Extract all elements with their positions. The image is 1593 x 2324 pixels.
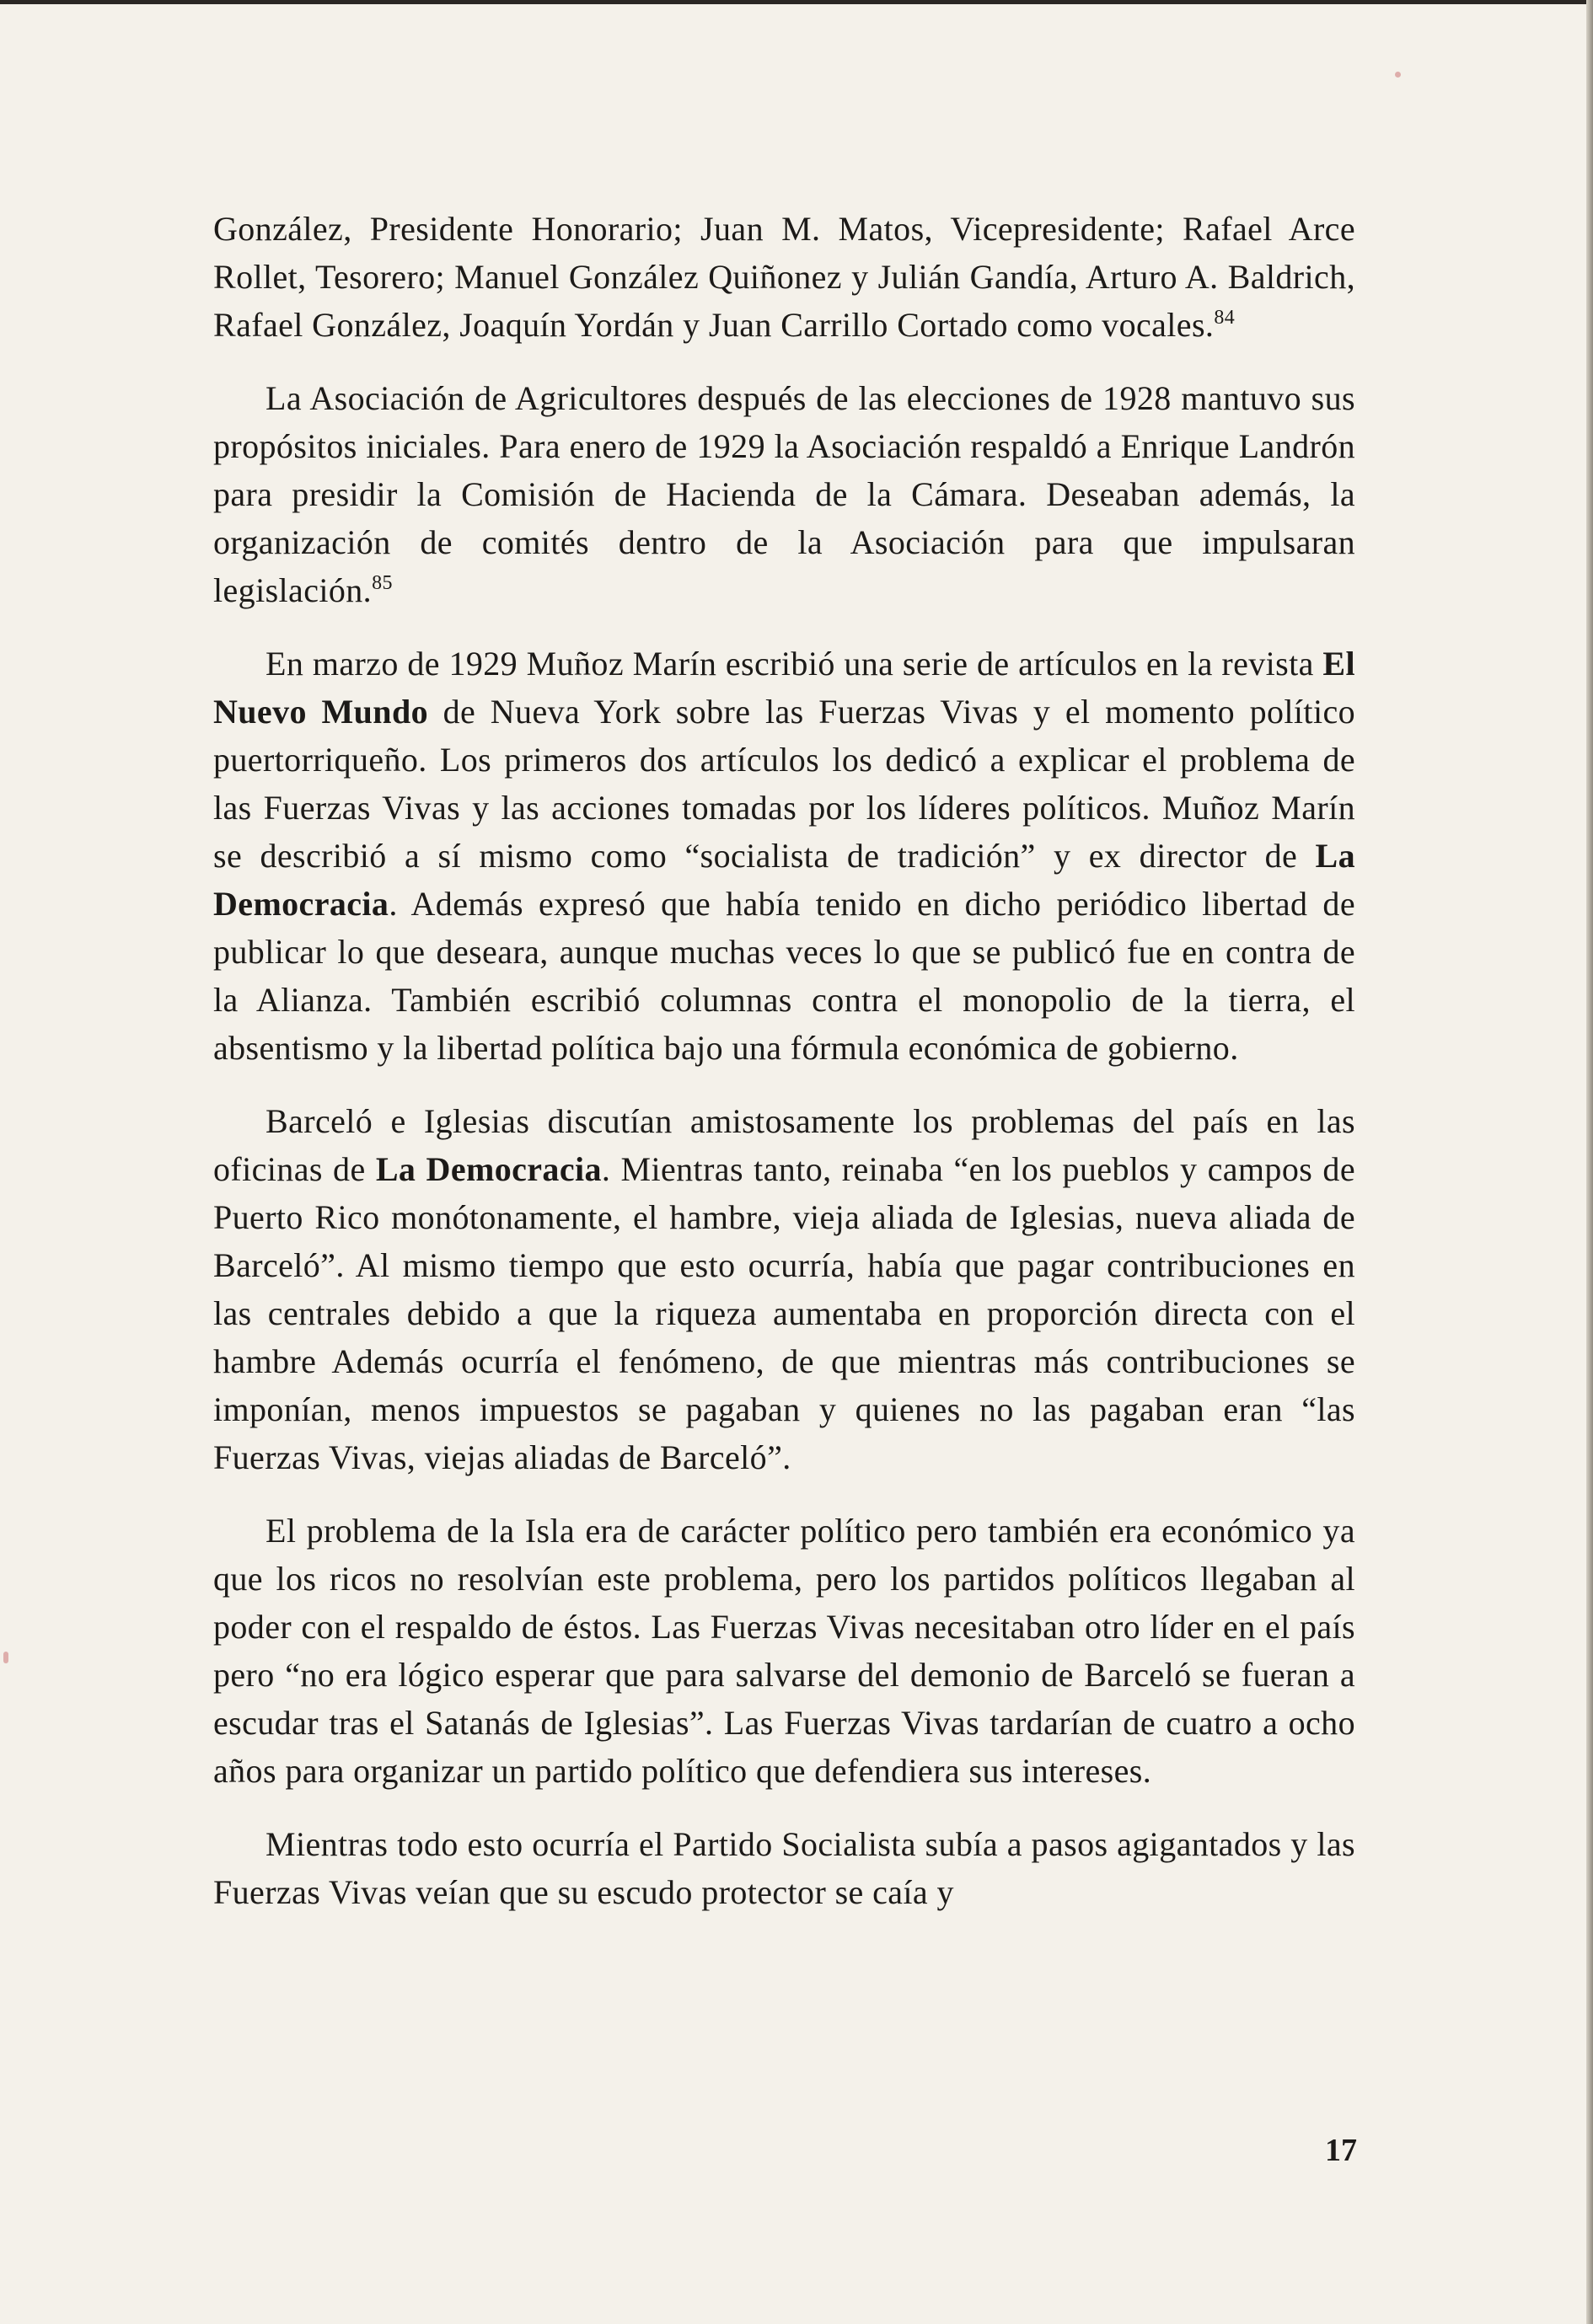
- paragraph-6: [213, 1820, 1355, 1916]
- paragraph-3-text-b: de Nueva York sobre las Fuerzas Vivas y el momento político puertorriqueño. Los primeros dos artículos los dedicó a explicar el problema de las Fuerzas Vivas y las acciones tomadas por los líderes políticos. Muñoz Marín se describió a sí mismo como “socialista de tradición” y ex director de: [213, 693, 1356, 875]
- paragraph-4: [213, 1097, 1355, 1481]
- page-right-edge: [1586, 0, 1593, 2324]
- page-number: 17: [1325, 2133, 1357, 2168]
- paragraph-3: [213, 640, 1355, 1072]
- page-top-edge: [0, 0, 1593, 4]
- body-text: [213, 205, 1355, 1916]
- paragraph-6-text: Mientras todo esto ocurría el Partido Socialista subía a pasos agigantados y las Fuerzas Vivas veían que su escudo protector se caía y: [213, 1825, 1355, 1911]
- paragraph-3-text-c: . Además expresó que había tenido en dicho periódico libertad de publicar lo que deseara, aunque muchas veces lo que se publicó fue en contra de la Alianza. También escribió columnas contra el monopolio de la tierra, el absentismo y la libertad política bajo una fórmula económica de gobierno.: [213, 885, 1355, 1067]
- footnote-ref-85: 85: [372, 572, 393, 594]
- paragraph-4-text-b: . Mientras tanto, reinaba “en los pueblos y campos de Puerto Rico monótonamente, el hambre, vieja aliada de Iglesias, nueva aliada de Barceló”. Al mismo tiempo que esto ocurría, había que pagar contribuciones en las centrales debido a que la riqueza aumentaba en proporción directa con el hambre Además ocurría el fenómeno, de que mientras más contribuciones se imponían, menos impuestos se pagaban y quienes no las pagaban eran “las Fuerzas Vivas, viejas aliadas de Barceló”.: [213, 1150, 1355, 1476]
- paragraph-3-text-a: En marzo de 1929 Muñoz Marín escribió una serie de artículos en la revista: [266, 645, 1323, 683]
- paragraph-5-text: El problema de la Isla era de carácter político pero también era económico ya que los ricos no resolvían este problema, pero los partidos políticos llegaban al poder con el respaldo de éstos. Las Fuerzas Vivas necesitaban otro líder en el país pero “no era lógico esperar que para salvarse del demonio de Barceló se fueran a escudar tras el Satanás de Iglesias”. Las Fuerzas Vivas tardarían de cuatro a ocho años para organizar un partido político que defendiera sus intereses.: [213, 1512, 1355, 1790]
- paragraph-1: [213, 205, 1355, 349]
- ink-speck: [1395, 72, 1401, 78]
- paragraph-2: [213, 374, 1355, 614]
- footnote-ref-84: 84: [1214, 307, 1236, 329]
- paragraph-4-text-a: Barceló e Iglesias discutían amistosamente los problemas del país en las oficinas de: [213, 1102, 1355, 1188]
- publication-title-la-democracia: La Democracia: [213, 837, 1355, 923]
- paragraph-2-text: La Asociación de Agricultores después de las elecciones de 1928 mantuvo sus propósitos iniciales. Para enero de 1929 la Asociación respaldó a Enrique Landrón para presidir la Comisión de Hacienda de la Cámara. Deseaban además, la organización de comités dentro de la Asociación para que impulsaran legislación.: [213, 379, 1355, 609]
- publication-title-el-nuevo-mundo: El Nuevo Mundo: [213, 645, 1355, 731]
- paragraph-5: [213, 1507, 1355, 1795]
- paragraph-1-text: González, Presidente Honorario; Juan M. Matos, Vicepresidente; Rafael Arce Rollet, Tesorero; Manuel González Quiñonez y Julián Gandía, Arturo A. Baldrich, Rafael González, Joaquín Yordán y Juan Carrillo Cortado como vocales.: [213, 210, 1355, 344]
- ink-speck: [3, 1652, 8, 1663]
- publication-title-la-democracia: La Democracia: [375, 1150, 602, 1188]
